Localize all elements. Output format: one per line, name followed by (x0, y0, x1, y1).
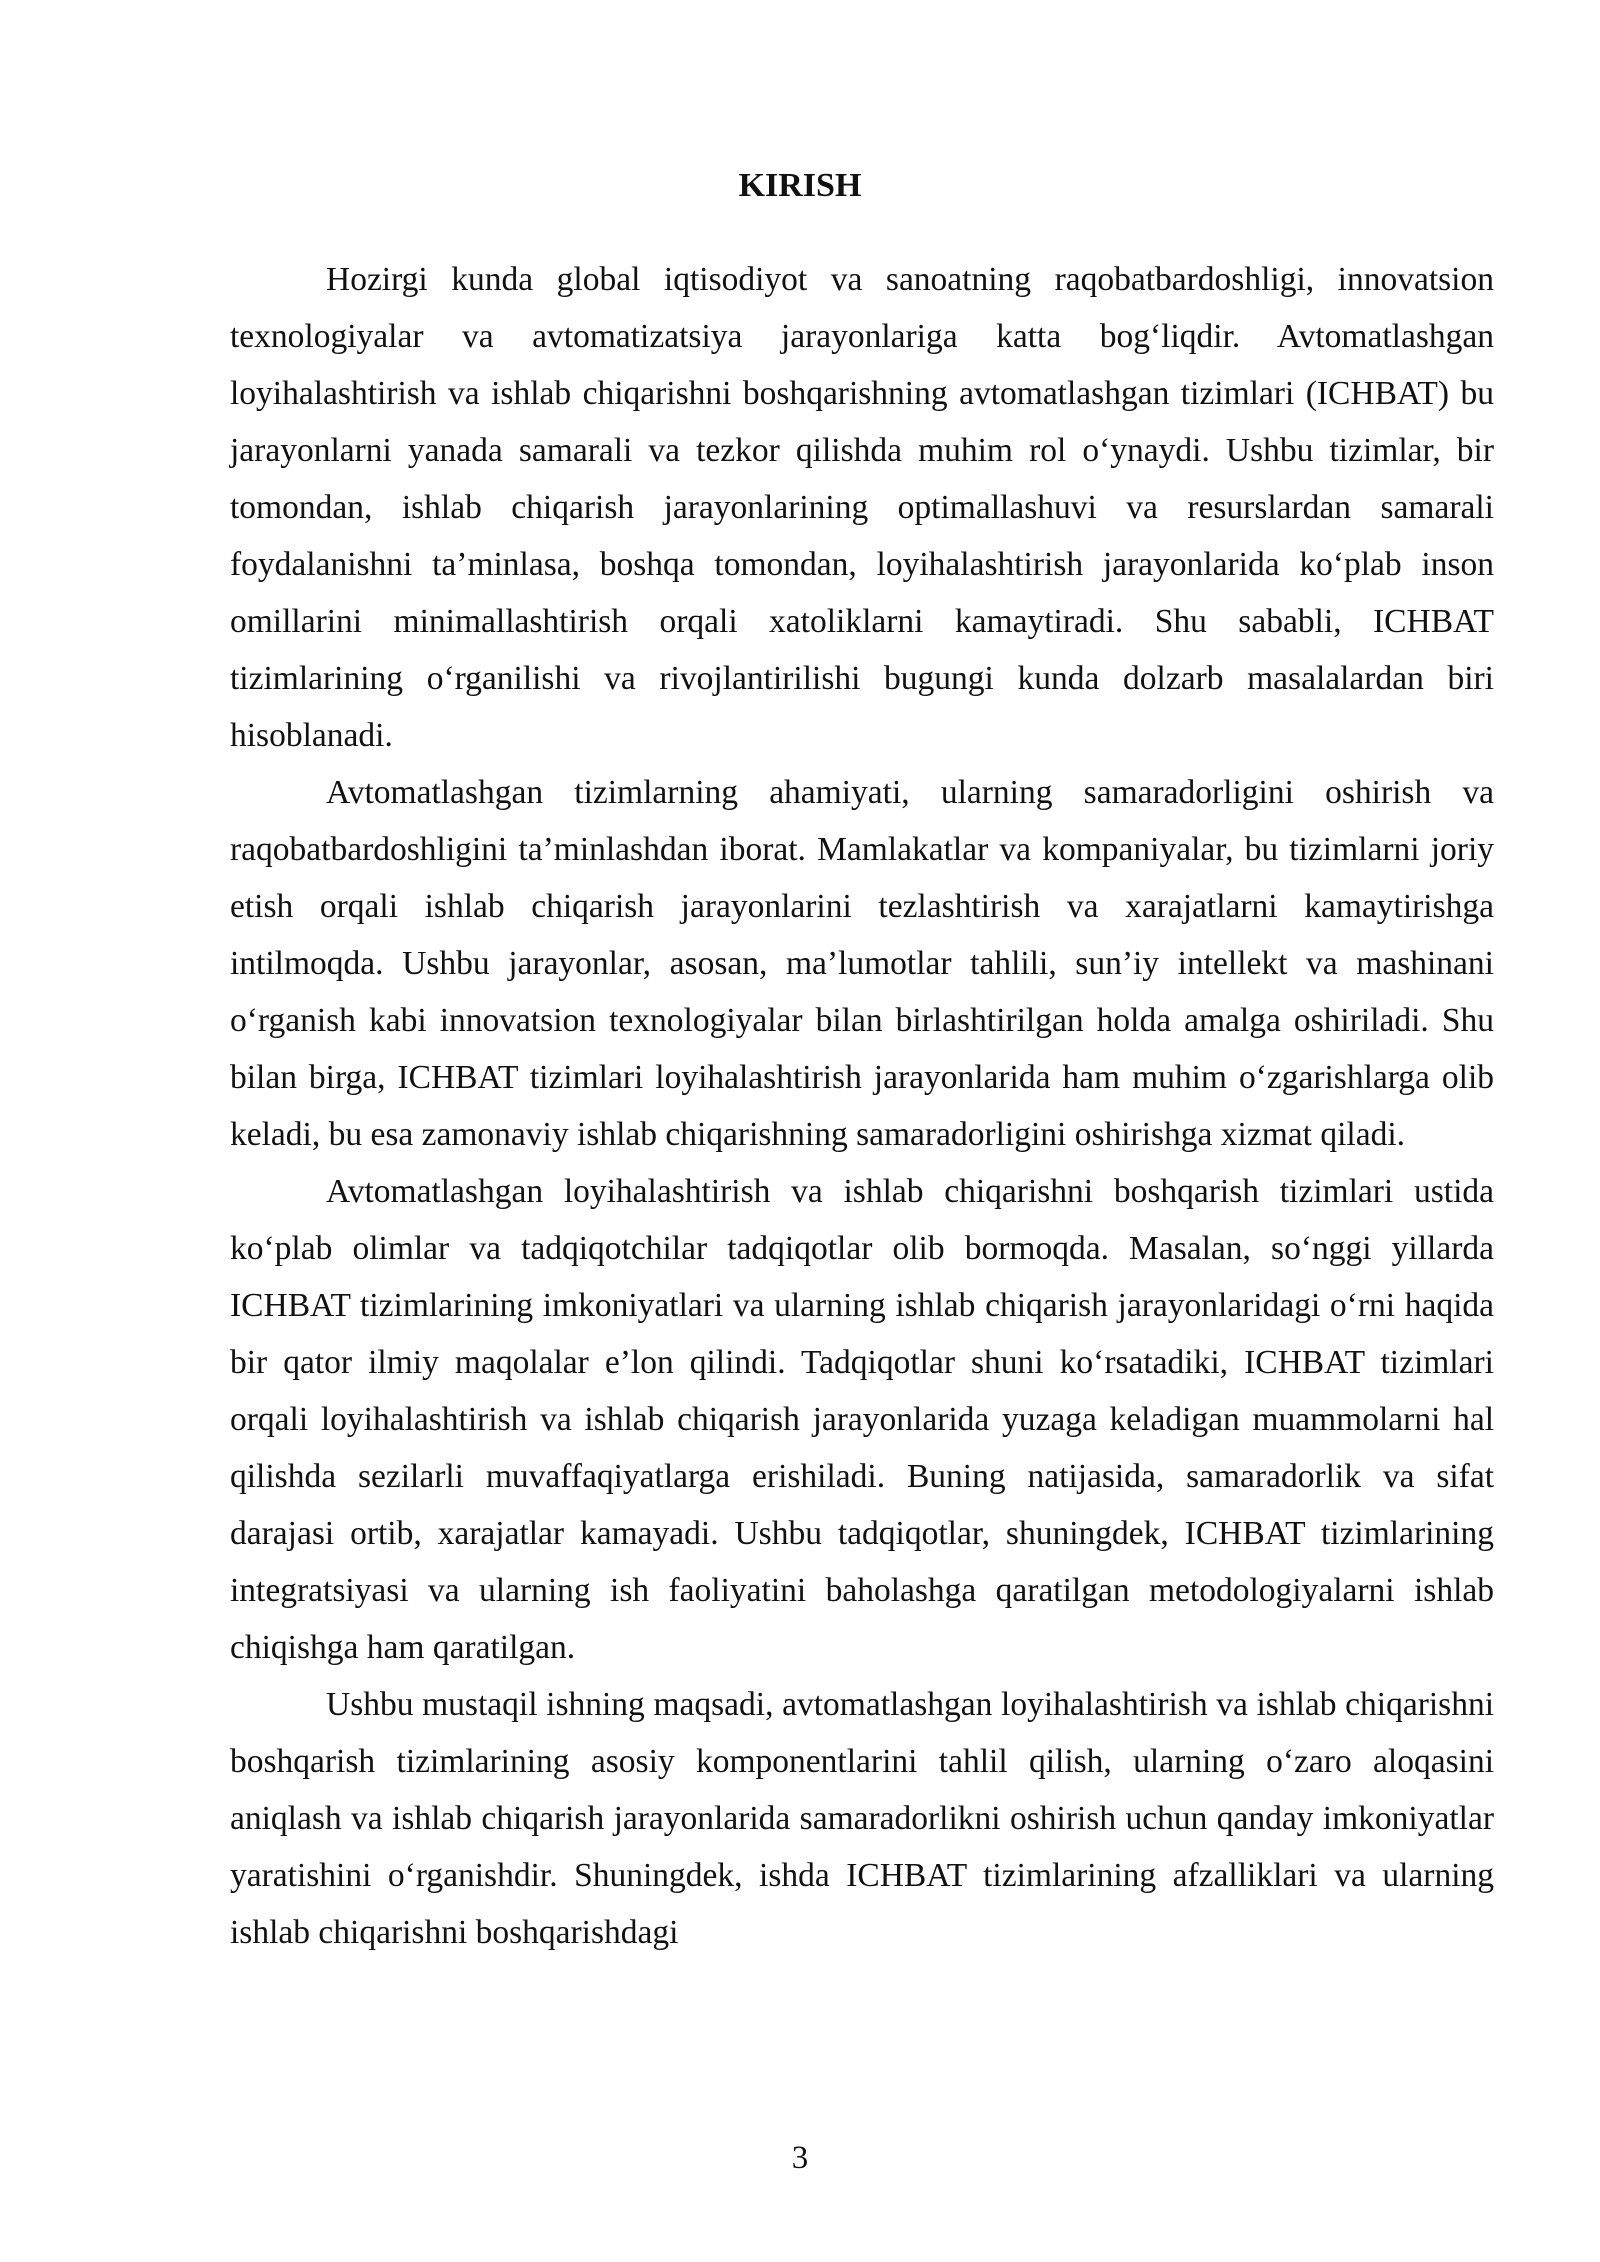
paragraph-3: Avtomatlashgan loyihalashtirish va ishlab chiqarishni boshqarish tizimlari ustida ko‘plab olimlar va tadqiqotchilar tadqiqotlar olib bormoqda. Masalan, so‘nggi yillarda ICHBAT tizimlarining imkoniyatlari va ularning ishlab chiqarish jarayonlaridagi o‘rni haqida bir qator ilmiy maqolalar e’lon qilindi. Tadqiqotlar shuni ko‘rsatadiki, ICHBAT tizimlari orqali loyihalashtirish va ishlab chiqarish jarayonlarida yuzaga keladigan muammolarni hal qilishda sezilarli muvaffaqiyatlarga erishiladi. Buning natijasida, samaradorlik va sifat darajasi ortib, xarajatlar kamayadi. Ushbu tadqiqotlar, shuningdek, ICHBAT tizimlarining integratsiyasi va ularning ish faoliyatini baholashga qaratilgan metodologiyalarni ishlab chiqishga ham qaratilgan. (230, 1173, 1494, 1666)
page-number: 3 (791, 2140, 809, 2176)
paragraph-2: Avtomatlashgan tizimlarning ahamiyati, ularning samaradorligini oshirish va raqobatbardoshligini ta’minlashdan iborat. Mamlakatlar va kompaniyalar, bu tizimlarni joriy etish orqali ishlab chiqarish jarayonlarini tezlashtirish va xarajatlarni kamaytirishga intilmoqda. Ushbu jarayonlar, asosan, ma’lumotlar tahlili, sun’iy intellekt va mashinani o‘rganish kabi innovatsion texnologiyalar bilan birlashtirilgan holda amalga oshiriladi. Shu bilan birga, ICHBAT tizimlari loyihalashtirish jarayonlarida ham muhim o‘zgarishlarga olib keladi, bu esa zamonaviy ishlab chiqarishning samaradorligini oshirishga xizmat qiladi. (230, 774, 1494, 1153)
page-title: KIRISH (738, 167, 862, 204)
paragraph-1: Hozirgi kunda global iqtisodiyot va sanoatning raqobatbardoshligi, innovatsion texnologiyalar va avtomatizatsiya jarayonlariga katta bog‘liqdir. Avtomatlashgan loyihalashtirish va ishlab chiqarishni boshqarishning avtomatlashgan tizimlari (ICHBAT) bu jarayonlarni yanada samarali va tezkor qilishda muhim rol o‘ynaydi. Ushbu tizimlar, bir tomondan, ishlab chiqarish jarayonlarining optimallashuvi va resurslardan samarali foydalanishni ta’minlasa, boshqa tomondan, loyihalashtirish jarayonlarida ko‘plab inson omillarini minimallashtirish orqali xatoliklarni kamaytiradi. Shu sababli, ICHBAT tizimlarining o‘rganilishi va rivojlantirilishi bugungi kunda dolzarb masalalardan biri hisoblanadi. (230, 261, 1494, 754)
body-text (230, 251, 1494, 1961)
paragraph-4: Ushbu mustaqil ishning maqsadi, avtomatlashgan loyihalashtirish va ishlab chiqarishni boshqarish tizimlarining asosiy komponentlarini tahlil qilish, ularning o‘zaro aloqasini aniqlash va ishlab chiqarish jarayonlarida samaradorlikni oshirish uchun qanday imkoniyatlar yaratishini o‘rganishdir. Shuningdek, ishda ICHBAT tizimlarining afzalliklari va ularning ishlab chiqarishni boshqarishdagi (230, 1686, 1494, 1951)
